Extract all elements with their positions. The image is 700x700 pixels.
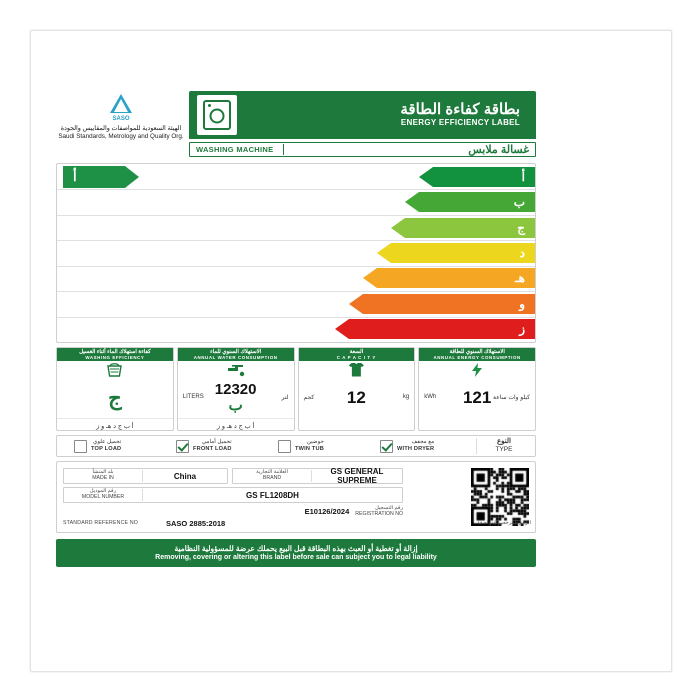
spec-cell-energy-consumption [418, 347, 536, 431]
model-label [64, 489, 143, 501]
spec-caption [299, 348, 415, 361]
spec-cell-capacity [298, 347, 416, 431]
standard-label-ar: الرقم المرجعي للمواصفة [477, 520, 531, 526]
scale-divider [57, 266, 535, 267]
spec-value: 121 [462, 388, 492, 407]
lightning-bolt-icon [419, 361, 535, 378]
warning-text-ar: إزالة أو تغطية أو العبث بهذه البطاقة قبل البيع يحملك عرضة للمسؤولية النظامية [174, 543, 418, 553]
label-inner [56, 91, 536, 562]
grade-arrow-5 [363, 268, 535, 288]
spec-unit-left: kWh [424, 394, 437, 400]
model-label-en: MODEL NUMBER [81, 494, 125, 500]
spec-caption-ar: الاستهلاك السنوي للطاقة [449, 348, 505, 355]
type-option-label: مع مجفف WITH DRYER [397, 439, 435, 452]
brand-label [233, 470, 312, 482]
spec-value-area [299, 378, 415, 418]
saso-logo-icon [98, 93, 144, 123]
brand-value: GS GENERAL SUPREME [330, 467, 384, 485]
scale-divider [57, 291, 535, 292]
grade-arrow-3 [391, 218, 535, 238]
tshirt-icon [299, 361, 415, 378]
spec-caption-en: C A P A C I T Y [336, 355, 376, 361]
checkbox-twin-tub[interactable] [278, 440, 291, 453]
product-type-bar [189, 142, 536, 157]
label-title-en: ENERGY EFFICIENCY LABEL [400, 118, 520, 128]
authority-name-ar: الهيئة السعودية للمواصفات والمقاييس والجودة [60, 125, 182, 132]
type-option-with-dryer[interactable] [374, 439, 476, 452]
checkbox-top-load[interactable] [74, 440, 87, 453]
scale-divider [57, 240, 535, 241]
spec-caption-en: ANNUAL ENERGY CONSUMPTION [433, 355, 521, 361]
type-row-label: النوع TYPE [476, 438, 531, 454]
type-option-top-load[interactable] [68, 439, 170, 452]
legal-warning-banner [56, 539, 536, 567]
grade-letter: ب [513, 195, 525, 210]
country-label [64, 470, 143, 482]
scale-divider [57, 189, 535, 190]
spec-unit-right: كيلو وات ساعة [493, 395, 530, 401]
checkbox-with-dryer[interactable] [380, 440, 393, 453]
scale-divider [57, 317, 535, 318]
grade-letter: أ [521, 169, 525, 184]
registration-label [355, 506, 403, 518]
spec-value-area [419, 378, 535, 418]
authority-name-en: Saudi Standards, Metrology and Quality Org. [58, 132, 184, 140]
type-option-label: تحميل أمامي FRONT LOAD [193, 439, 232, 452]
energy-grade-scale [56, 163, 536, 343]
model-row [63, 487, 403, 503]
spec-unit-right: لتر [281, 395, 289, 401]
country-row [63, 468, 228, 484]
spec-value-area [178, 378, 294, 418]
spec-caption-ar: السعة [349, 348, 364, 355]
washing-machine-icon [197, 95, 237, 135]
spec-unit-left: كجم [303, 395, 315, 401]
spec-caption [178, 348, 294, 361]
country-value: China [173, 471, 197, 481]
spec-caption-en: ANNUAL WATER CONSUMPTION [193, 355, 278, 361]
spec-grade-strip: أ ب ج د هـ و ز [57, 418, 173, 432]
registration-label-ar: رقم التسجيل [375, 504, 403, 511]
product-name-ar: غسالة ملابس [468, 144, 529, 156]
saso-authority-block [56, 93, 186, 141]
spec-caption-ar: كفاءة استهلاك الماء أثناء الغسيل [79, 348, 151, 355]
machine-type-row [56, 435, 536, 457]
grade-arrow-2 [405, 192, 535, 212]
label-header [56, 91, 536, 157]
label-title-ar: بطاقة كفاءة الطاقة [400, 101, 520, 119]
brand-label-ar: العلامة التجارية [256, 469, 288, 476]
laundry-basket-icon [57, 361, 173, 378]
type-option-label: حوضين TWIN TUB [295, 439, 324, 452]
spec-caption [419, 348, 535, 361]
spec-value: 12 [346, 388, 366, 407]
grade-arrow-7 [335, 319, 535, 339]
spec-cell-washing-efficiency [56, 347, 174, 431]
type-option-front-load[interactable] [170, 439, 272, 452]
country-label-ar: بلد المنشأ [92, 469, 114, 476]
spec-grade: ب [228, 397, 243, 414]
country-label-en: MADE IN [92, 475, 114, 481]
spec-grade-strip: أ ب ج د هـ و ز [178, 418, 294, 432]
grade-letter: د [519, 246, 525, 260]
product-info-block [56, 461, 536, 533]
brand-label-en: BRAND [262, 475, 282, 481]
grade-letter: ج [517, 220, 525, 235]
spec-value: 12320 [214, 381, 257, 399]
checkbox-front-load[interactable] [176, 440, 189, 453]
current-grade-letter: أ [73, 168, 77, 184]
spec-cell-water-consumption [177, 347, 295, 431]
water-tap-icon [178, 361, 294, 378]
standard-label-en: STANDARD REFERENCE NO [63, 520, 139, 526]
current-grade-marker [63, 166, 139, 188]
standard-value: SASO 2885:2018 [166, 518, 226, 528]
spec-grade: ج [108, 386, 122, 410]
header-titles [237, 101, 528, 129]
grade-letter: هـ [515, 271, 525, 286]
grade-letter: و [519, 296, 525, 311]
scale-divider [57, 215, 535, 216]
product-name-en: WASHING MACHINE [196, 145, 274, 154]
brand-row [232, 468, 403, 484]
svg-text:SASO: SASO [112, 116, 130, 122]
type-option-twin-tub[interactable] [272, 439, 374, 452]
energy-label-card [30, 30, 672, 672]
spec-unit-right: kg [402, 394, 410, 400]
registration-value: E10126/2024 [304, 507, 350, 516]
spec-value-area [57, 378, 173, 418]
spec-caption-en: WASHING EFFICIENCY [85, 355, 145, 361]
registration-label-en: REGISTRATION NO [355, 510, 403, 517]
model-label-ar: رقم الموديل [89, 488, 117, 495]
grade-letter: ز [519, 322, 525, 337]
type-option-label: تحميل علوي TOP LOAD [91, 439, 122, 452]
grade-arrow-4 [377, 243, 535, 263]
standard-row [63, 517, 531, 529]
spec-unit-left: LITERS [182, 394, 204, 400]
warning-text-en: Removing, covering or altering this label before sale can subject you to legal liability [155, 554, 437, 562]
model-value: GS FL1208DH [246, 490, 299, 500]
specifications-row [56, 347, 536, 431]
grade-arrow-6 [349, 294, 535, 314]
spec-caption-ar: الاستهلاك السنوي للماء [210, 348, 262, 355]
grade-arrow-1 [419, 167, 535, 187]
header-green-bar [189, 91, 536, 139]
spec-caption [57, 348, 173, 361]
